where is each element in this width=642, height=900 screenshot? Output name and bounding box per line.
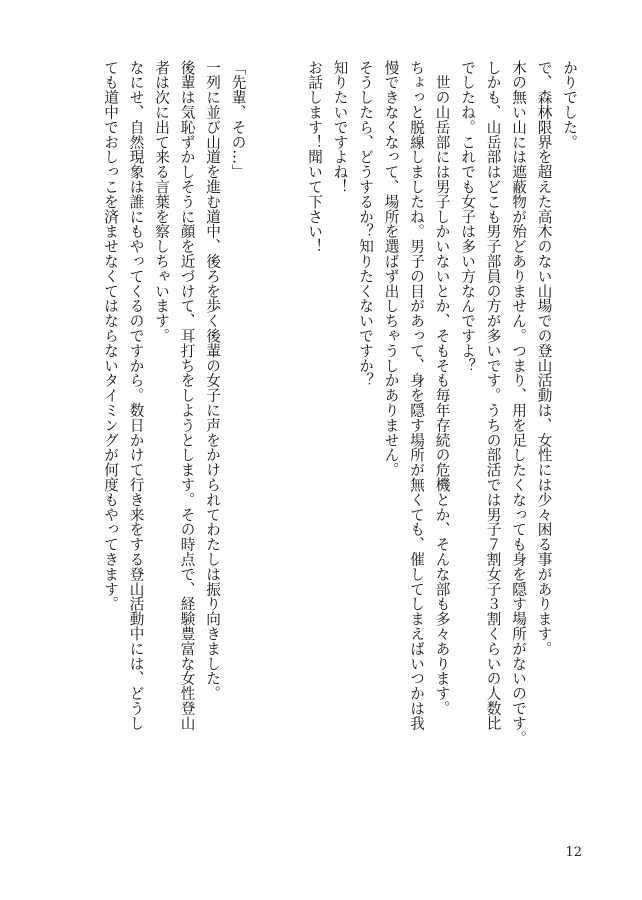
blank-line — [251, 60, 277, 700]
text-line: ちょっと脱線しましたね。男子の目があって、身を隠す場所が無くても、催してしまえばいつかは我 — [408, 60, 425, 731]
text-line: 「先輩、その…」 — [229, 60, 247, 180]
text-line: ても道中でおしっこを済ませなくてはならないタイミングが何度もやってきます。 — [102, 60, 119, 612]
text-line: なにせ、自然現象は誰にもやってくるのですから。数日かけて行き来をする登山活動中には、どうし — [127, 60, 145, 731]
text-line: かりでした。 — [561, 60, 578, 150]
text-line: しかも、山岳部はどこも男子部員の方が多いです。うちの部活では男子７割女子３割くらいの人数比 — [484, 60, 502, 731]
text-line: お話します！聞いて下さい！ — [306, 60, 323, 254]
text-line: 慢できなくなって、場所を選ばず出しちゃうしかありません。 — [382, 60, 400, 478]
text-line: 後輩は気恥ずかしそうに顔を近づけて、耳打ちをしようとします。その時点で、経験豊富な女性登山 — [178, 60, 196, 731]
blank-line — [276, 60, 302, 700]
text-line: そうしたら、どうするか？知りたくないですか？ — [357, 60, 374, 388]
text-line: 木の無い山には遮蔽物が殆どありません。つまり、用を足したくなっても身を隠す場所がないのです。 — [510, 60, 527, 746]
text-line: でしたね。これでも女子は多い方なんですよ？ — [459, 60, 476, 373]
vertical-text-body — [98, 60, 583, 746]
text-line: 者は次に出て来る言葉を察しちゃいます。 — [153, 60, 170, 344]
text-line: 一列に並び山道を進む道中、後ろを歩く後輩の女子に声をかけられてわたしは振り向きました。 — [204, 60, 221, 701]
page-number: 12 — [565, 845, 582, 860]
text-line: で、森林限界を超えた高木のない山場での登山活動は、女性には少々困る事があります。 — [535, 60, 553, 656]
text-line: 知りたいですよね！ — [331, 60, 349, 195]
text-line: 世の山岳部には男子しかいないとか、そもそも毎年存続の危機とか、そんな部も多々あります。 — [433, 60, 451, 716]
